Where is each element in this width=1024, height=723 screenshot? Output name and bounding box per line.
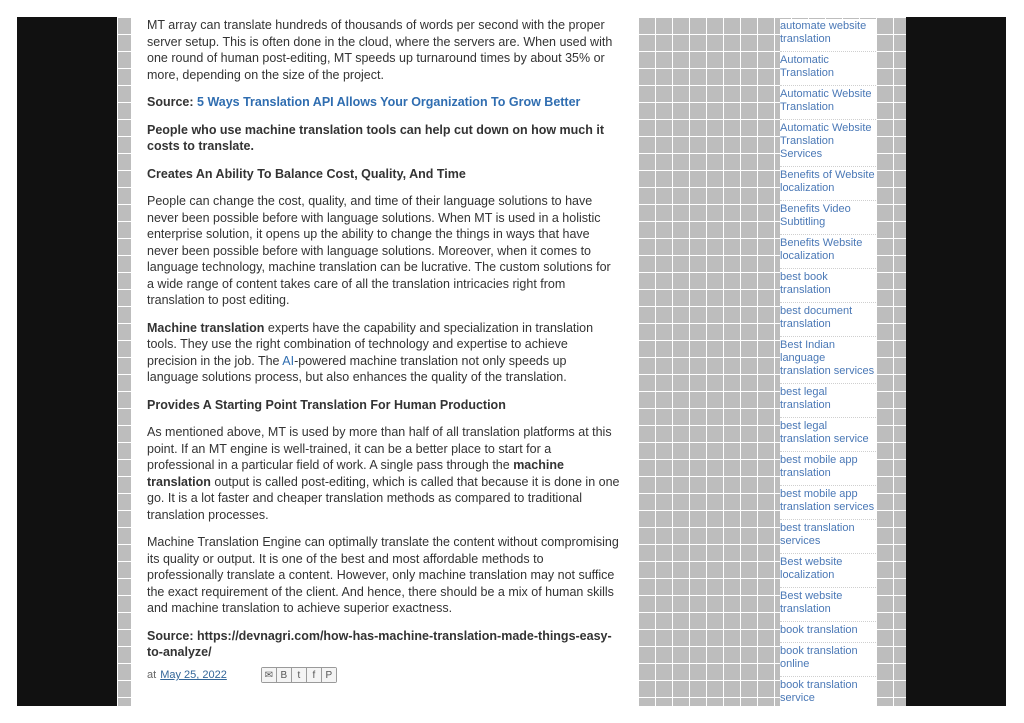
labels-sidebar <box>780 19 876 706</box>
label-link[interactable]: Benefits Video Subtitling <box>780 203 851 228</box>
label-item[interactable] <box>780 623 876 643</box>
post-footer <box>147 667 337 683</box>
post-date-link[interactable]: May 25, 2022 <box>160 669 227 681</box>
label-item[interactable] <box>780 453 876 486</box>
label-item[interactable] <box>780 644 876 677</box>
ai-link[interactable]: AI <box>282 353 295 368</box>
label-link[interactable]: best document translation <box>780 305 853 330</box>
post-body <box>131 17 621 661</box>
label-item[interactable] <box>780 121 876 167</box>
page-frame <box>17 17 1006 706</box>
footer-at-label: at <box>147 669 157 681</box>
mt-bold: Machine translation <box>147 320 265 335</box>
paragraph-intro: MT array can translate hundreds of thousands of words per second with the proper server setup. This is often done in the cloud, where the servers are. When used with one round of human post-editing, MT speeds up turnaround times by about 35% or more, depending on the size of the project. <box>147 18 613 82</box>
facebook-icon[interactable]: f <box>307 668 322 682</box>
label-item[interactable] <box>780 555 876 588</box>
share-buttons <box>261 667 337 683</box>
label-link[interactable]: Benefits Website localization <box>780 237 863 262</box>
source-line-1 <box>147 94 621 111</box>
source-link-1[interactable]: 5 Ways Translation API Allows Your Organization To Grow Better <box>197 95 581 109</box>
label-item[interactable] <box>780 53 876 86</box>
label-item[interactable] <box>780 19 876 52</box>
label-item[interactable] <box>780 678 876 706</box>
pinterest-icon[interactable]: P <box>322 668 336 682</box>
text-span: output is called post-editing, which is called that because it is done in one go. It is a lot faster and cheaper translation methods as compared to traditional translation processes. <box>147 474 620 522</box>
source-line-2: Source: https://devnagri.com/how-has-machine-translation-made-things-easy-to-analyze/ <box>147 628 612 659</box>
label-link[interactable]: book translation <box>780 624 858 636</box>
paragraph-cost: People can change the cost, quality, and time of their language solutions to have never been possible before with language solutions. When MT is used in a holistic enterprise solution, it opens up the ability to change the things in ways that have never been possible before with language solutions. Moreover, when it comes to language technology, machine translation can be lucrative. The custom solutions for a wide range of content takes care of all the translation intricacies right from translation to post editing. <box>147 194 611 307</box>
text-span: experts have the capability and specialization in translation tools. They use the right combination of technology and expertise to achieve precision in the job. The <box>147 320 594 368</box>
paragraph-post-editing <box>147 424 621 523</box>
label-item[interactable] <box>780 304 876 337</box>
label-link[interactable]: automate website translation <box>780 20 867 45</box>
email-icon[interactable]: ✉ <box>262 668 277 682</box>
label-item[interactable] <box>780 419 876 452</box>
label-item[interactable] <box>780 589 876 622</box>
heading-balance: Creates An Ability To Balance Cost, Quality, And Time <box>147 166 466 181</box>
label-item[interactable] <box>780 202 876 235</box>
label-link[interactable]: best book translation <box>780 271 831 296</box>
label-item[interactable] <box>780 521 876 554</box>
label-item[interactable] <box>780 385 876 418</box>
label-link[interactable]: best mobile app translation <box>780 454 858 479</box>
label-link[interactable]: Benefits of Website localization <box>780 169 875 194</box>
blog-icon[interactable]: B <box>277 668 292 682</box>
left-grid-background <box>117 17 131 706</box>
text-span: As mentioned above, MT is used by more than half of all translation platforms at this point. If an MT engine is well-trained, it can be a better place to start for a professional in a particular field of work. A single pass through the <box>147 425 612 472</box>
paragraph-engine: Machine Translation Engine can optimally translate the content without compromising its quality or output. It is one of the best and most affordable methods to professionally translate a content. However, only machine translation may not suffice the exact requirement of the client. And hence, there should be a mix of human skills and machine translation to achieve superior exactness. <box>147 535 619 615</box>
label-link[interactable]: Automatic Website Translation Services <box>780 122 872 160</box>
post-content <box>131 17 638 706</box>
label-link[interactable]: Best website localization <box>780 556 843 581</box>
label-link[interactable]: Best Indian language translation services <box>780 339 875 377</box>
bold-statement: People who use machine translation tools can help cut down on how much it costs to translate. <box>147 122 604 153</box>
label-link[interactable]: book translation online <box>780 645 858 670</box>
text-span: -powered machine translation not only speeds up language solutions process, but also enhances the quality of the translation. <box>147 353 567 384</box>
label-link[interactable]: Automatic Website Translation <box>780 88 872 113</box>
label-item[interactable] <box>780 487 876 520</box>
label-link[interactable]: book translation service <box>780 679 858 704</box>
label-item[interactable] <box>780 236 876 269</box>
heading-starting-point: Provides A Starting Point Translation For Human Production <box>147 397 506 412</box>
mt-bold: machine translation <box>147 458 564 489</box>
twitter-icon[interactable]: t <box>292 668 307 682</box>
label-link[interactable]: Best website translation <box>780 590 843 615</box>
label-link[interactable]: best mobile app translation services <box>780 488 875 513</box>
label-link[interactable]: Automatic Translation <box>780 54 835 79</box>
label-item[interactable] <box>780 270 876 303</box>
label-item[interactable] <box>780 168 876 201</box>
paragraph-experts <box>147 320 621 386</box>
labels-list <box>780 19 876 706</box>
label-item[interactable] <box>780 87 876 120</box>
source-prefix: Source: <box>147 95 198 109</box>
label-link[interactable]: best legal translation service <box>780 420 869 445</box>
label-item[interactable] <box>780 338 876 384</box>
label-link[interactable]: best legal translation <box>780 386 831 411</box>
label-link[interactable]: best translation services <box>780 522 855 547</box>
